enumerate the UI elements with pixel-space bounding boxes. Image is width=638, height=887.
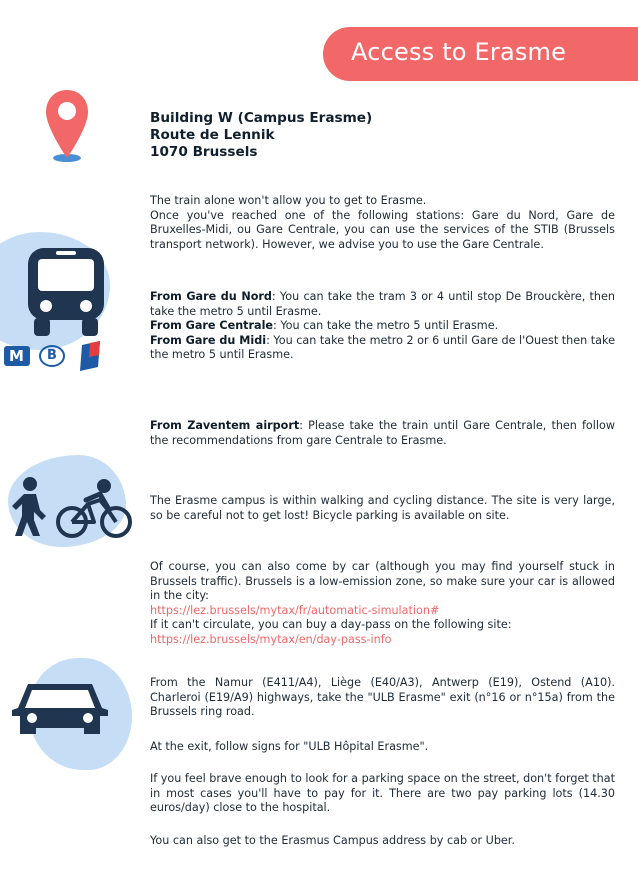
address-line-street: Route de Lennik xyxy=(150,127,275,143)
page-title: Access to Erasme xyxy=(351,38,567,66)
address-line-building: Building W (Campus Erasme) xyxy=(150,110,373,126)
sncb-logo: B xyxy=(39,345,65,367)
address-line-city: 1070 Brussels xyxy=(150,144,258,160)
header-banner xyxy=(323,27,638,81)
route-midi: From Gare du Midi: You can take the metro 2 or 6 until Gare de l'Ouest then take the metro 5 until Erasme. xyxy=(150,333,616,362)
train-line-2: Once you've reached one of the following stations: Gare du Nord, Gare de Bruxelles-Midi, ou Gare Centrale, you can use the services of the STIB (Brussels transport network). However, we advise you to use the Gare Centrale. xyxy=(150,208,615,251)
route-nord: From Gare du Nord: You can take the tram 3 or 4 until stop De Brouckère, then take the metro 5 until Erasme. xyxy=(150,290,615,318)
airport-paragraph: From Zaventem airport: Please take the train until Gare Centrale, then follow the recommendations from gare Centrale to Erasme. xyxy=(150,419,615,447)
route-centrale: From Gare Centrale: You can take the metro 5 until Erasme. xyxy=(150,319,499,333)
location-pin-icon xyxy=(44,88,94,168)
parking-paragraph: If you feel brave enough to look for a parking space on the street, don't forget that in most cases you'll have to pay for it. There are two pay parking lots (14.30 euros/day) close to the hospital. xyxy=(150,772,615,815)
train-line-1: The train alone won't allow you to get to Erasme. xyxy=(150,194,427,207)
walk-paragraph: The Erasme campus is within walking and cycling distance. The site is very large, so be careful not to get lost! Bicycle parking is available on site. xyxy=(150,494,615,522)
train-paragraph xyxy=(150,194,615,252)
bus-icon xyxy=(26,246,106,338)
cab-paragraph: You can also get to the Erasmus Campus address by cab or Uber. xyxy=(150,834,515,847)
lez-simulation-link[interactable]: https://lez.brussels/mytax/fr/automatic-simulation# xyxy=(150,603,440,617)
walking-person-icon xyxy=(10,476,50,538)
exit-paragraph: At the exit, follow signs for "ULB Hôpital Erasme". xyxy=(150,740,429,753)
address-block xyxy=(150,110,372,161)
routes-paragraph xyxy=(150,290,615,363)
metro-logo: M xyxy=(4,346,30,366)
car-icon xyxy=(10,676,110,746)
highways-paragraph: From the Namur (E411/A4), Liège (E40/A3), Antwerp (E19), Ostend (A10). Charleroi (E19/A9) highways, take the "ULB Erasme" exit (n°16 or n°15a) from the Brussels ring road. xyxy=(150,676,615,719)
car-intro-paragraph: Of course, you can also come by car (although you may find yourself stuck in Brussels traffic). Brussels is a low-emission zone, so make sure your car is allowed in the city: https://lez.brussels/mytax/fr/automatic-simulation# If it can't circulate, you can buy a day-pass on the following site: https://lez.brussels/mytax/en/day-pass-info xyxy=(150,560,615,646)
ticket-icon xyxy=(78,341,102,371)
lez-daypass-link[interactable]: https://lez.brussels/mytax/en/day-pass-info xyxy=(150,632,392,646)
cyclist-icon xyxy=(56,478,132,540)
